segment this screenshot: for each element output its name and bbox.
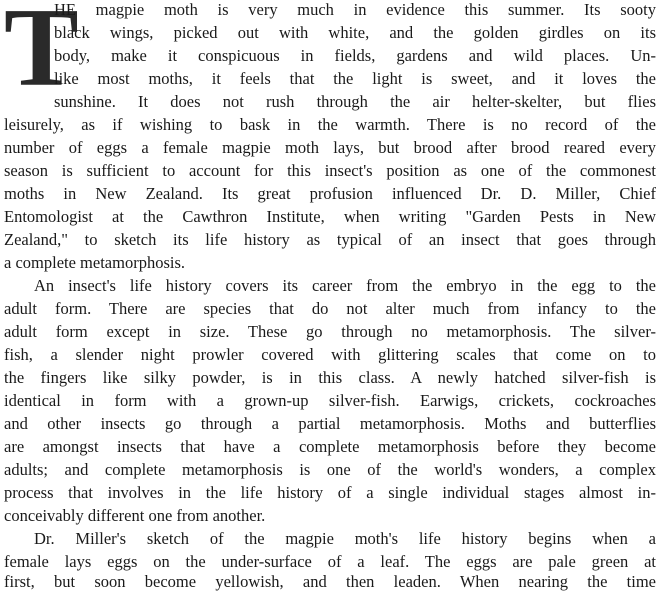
text-line: body, make it conspicuous in fields, gardens and wild places. Un- xyxy=(54,46,656,65)
text-line: Entomologist at the Cawthron Institute, when writing "Garden Pests in New xyxy=(4,207,656,226)
text-line: a complete metamorphosis. xyxy=(4,253,185,272)
text-line: first, but soon become yellowish, and then leaden. When nearing the time xyxy=(4,572,656,591)
text-line: An insect's life history covers its career from the embryo in the egg to the xyxy=(34,276,656,295)
text-line: are amongst insects that have a complete metamorphosis before they become xyxy=(4,437,656,456)
text-line: moths in New Zealand. Its great profusion influenced Dr. D. Miller, Chief xyxy=(4,184,656,203)
text-line: black wings, picked out with white, and the golden girdles on its xyxy=(54,23,656,42)
text-line: leisurely, as if wishing to bask in the warmth. There is no record of the xyxy=(4,115,656,134)
text-line: female lays eggs on the under-surface of a leaf. The eggs are pale green at xyxy=(4,552,656,571)
text-line: number of eggs a female magpie moth lays, but brood after brood reared every xyxy=(4,138,656,157)
text-line: HE magpie moth is very much in evidence this summer. Its sooty xyxy=(54,0,656,19)
text-line: process that involves in the life history of a single individual stages almost in- xyxy=(4,483,656,502)
text-line: Dr. Miller's sketch of the magpie moth's life history begins when a xyxy=(34,529,656,548)
text-line: the fingers like silky powder, is in this class. A newly hatched silver-fish is xyxy=(4,368,656,387)
text-line: adults; and complete metamorphosis is one of the world's wonders, a complex xyxy=(4,460,656,479)
text-line: adult form. There are species that do not alter much from infancy to the xyxy=(4,299,656,318)
text-line: Zealand," to sketch its life history as typical of an insect that goes through xyxy=(4,230,656,249)
drop-cap: T xyxy=(4,0,79,110)
text-line: season is sufficient to account for this insect's position as one of the commonest xyxy=(4,161,656,180)
text-line: identical in form with a grown-up silver-fish. Earwigs, crickets, cockroaches xyxy=(4,391,656,410)
text-line: like most moths, it feels that the light is sweet, and it loves the xyxy=(54,69,656,88)
text-line: conceivably different one from another. xyxy=(4,506,266,525)
text-line: adult form except in size. These go through no metamorphosis. The silver- xyxy=(4,322,656,341)
text-line: sunshine. It does not rush through the air helter-skelter, but flies xyxy=(54,92,656,111)
text-line: and other insects go through a partial metamorphosis. Moths and butterflies xyxy=(4,414,656,433)
text-line: fish, a slender night prowler covered with glittering scales that come on to xyxy=(4,345,656,364)
